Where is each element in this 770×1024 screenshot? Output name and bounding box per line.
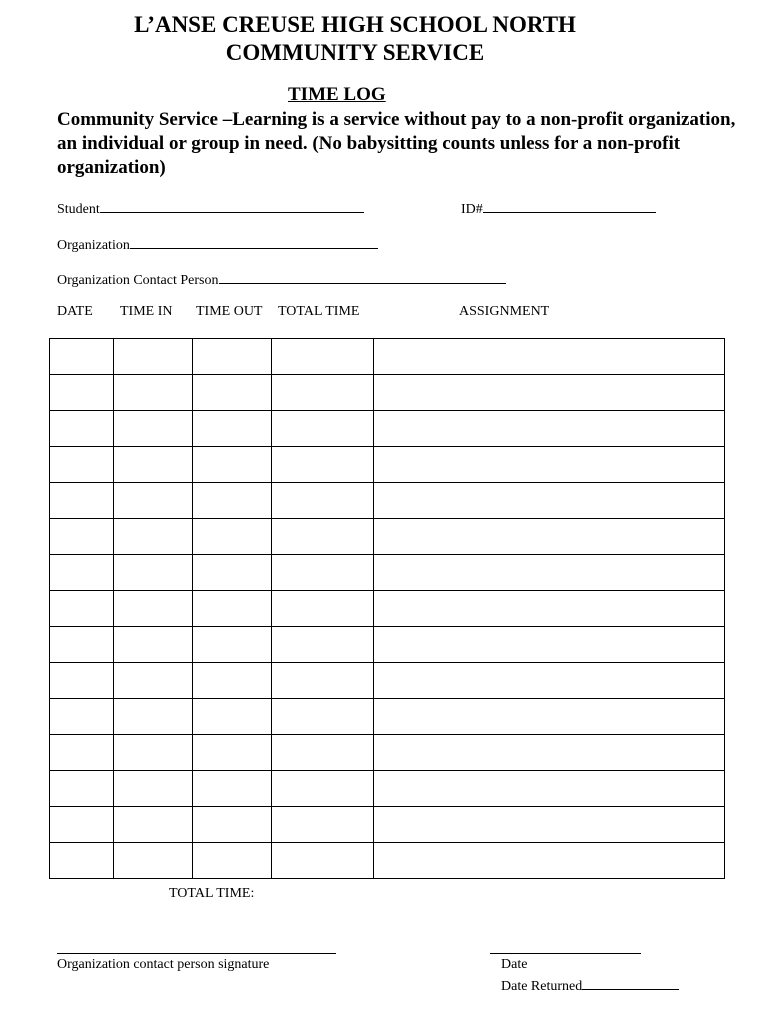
total-time-cell[interactable]	[272, 699, 374, 735]
assignment-cell[interactable]	[374, 519, 725, 555]
column-header-date: DATE	[57, 304, 93, 319]
total-time-cell[interactable]	[272, 807, 374, 843]
organization-field[interactable]	[57, 234, 378, 254]
total-time-label: TOTAL TIME:	[169, 886, 255, 901]
time-in-cell[interactable]	[114, 627, 193, 663]
table-row	[50, 627, 725, 663]
assignment-cell[interactable]	[374, 447, 725, 483]
total-time-cell[interactable]	[272, 627, 374, 663]
time-out-cell[interactable]	[193, 447, 272, 483]
time-in-cell[interactable]	[114, 663, 193, 699]
contact-field[interactable]	[57, 269, 506, 289]
table-row	[50, 519, 725, 555]
time-out-cell[interactable]	[193, 555, 272, 591]
time-out-cell[interactable]	[193, 483, 272, 519]
date-cell[interactable]	[50, 555, 114, 591]
assignment-cell[interactable]	[374, 375, 725, 411]
column-header-total-time: TOTAL TIME	[278, 304, 360, 319]
time-in-cell[interactable]	[114, 375, 193, 411]
table-row	[50, 447, 725, 483]
time-log-table	[49, 338, 725, 879]
contact-line[interactable]	[219, 269, 506, 284]
date-cell[interactable]	[50, 591, 114, 627]
total-time-cell[interactable]	[272, 483, 374, 519]
time-in-cell[interactable]	[114, 519, 193, 555]
student-field[interactable]	[57, 198, 364, 218]
table-row	[50, 699, 725, 735]
organization-label: Organization	[57, 238, 130, 253]
time-in-cell[interactable]	[114, 339, 193, 375]
date-cell[interactable]	[50, 411, 114, 447]
document-title: COMMUNITY SERVICE	[225, 40, 485, 65]
table-row	[50, 807, 725, 843]
time-out-cell[interactable]	[193, 663, 272, 699]
time-out-cell[interactable]	[193, 591, 272, 627]
date-cell[interactable]	[50, 843, 114, 879]
time-in-cell[interactable]	[114, 843, 193, 879]
table-row	[50, 663, 725, 699]
total-time-cell[interactable]	[272, 519, 374, 555]
date-returned-field[interactable]	[501, 975, 679, 995]
time-in-cell[interactable]	[114, 699, 193, 735]
table-row	[50, 339, 725, 375]
total-time-cell[interactable]	[272, 411, 374, 447]
assignment-cell[interactable]	[374, 807, 725, 843]
date-cell[interactable]	[50, 771, 114, 807]
assignment-cell[interactable]	[374, 411, 725, 447]
column-header-time-in: TIME IN	[120, 304, 173, 319]
id-line[interactable]	[483, 198, 656, 213]
definition-text: Community Service –Learning is a service without pay to a non-profit organization, an individual or group in need. (No babysitting counts unless for a non-profit organization)	[57, 109, 736, 178]
date-cell[interactable]	[50, 483, 114, 519]
time-out-cell[interactable]	[193, 627, 272, 663]
date-cell[interactable]	[50, 375, 114, 411]
date-returned-line[interactable]	[582, 975, 679, 990]
date-label: Date	[501, 957, 528, 972]
table-row	[50, 555, 725, 591]
total-time-cell[interactable]	[272, 771, 374, 807]
signature-line[interactable]	[57, 953, 336, 954]
total-time-cell[interactable]	[272, 375, 374, 411]
time-out-cell[interactable]	[193, 375, 272, 411]
time-in-cell[interactable]	[114, 807, 193, 843]
total-time-cell[interactable]	[272, 735, 374, 771]
date-cell[interactable]	[50, 447, 114, 483]
time-out-cell[interactable]	[193, 771, 272, 807]
time-in-cell[interactable]	[114, 591, 193, 627]
date-cell[interactable]	[50, 735, 114, 771]
assignment-cell[interactable]	[374, 627, 725, 663]
time-in-cell[interactable]	[114, 483, 193, 519]
assignment-cell[interactable]	[374, 339, 725, 375]
total-time-cell[interactable]	[272, 555, 374, 591]
organization-line[interactable]	[130, 234, 378, 249]
time-out-cell[interactable]	[193, 735, 272, 771]
id-label: ID#	[461, 202, 483, 217]
assignment-cell[interactable]	[374, 699, 725, 735]
time-in-cell[interactable]	[114, 447, 193, 483]
table-row	[50, 483, 725, 519]
total-time-cell[interactable]	[272, 663, 374, 699]
date-cell[interactable]	[50, 627, 114, 663]
date-cell[interactable]	[50, 807, 114, 843]
assignment-cell[interactable]	[374, 483, 725, 519]
time-out-cell[interactable]	[193, 519, 272, 555]
assignment-cell[interactable]	[374, 555, 725, 591]
total-time-cell[interactable]	[272, 591, 374, 627]
table-row	[50, 375, 725, 411]
table-row	[50, 411, 725, 447]
date-line[interactable]	[490, 953, 641, 954]
date-cell[interactable]	[50, 519, 114, 555]
time-in-cell[interactable]	[114, 411, 193, 447]
table-row	[50, 843, 725, 879]
table-row	[50, 591, 725, 627]
date-returned-label: Date Returned	[501, 979, 583, 994]
assignment-cell[interactable]	[374, 771, 725, 807]
assignment-cell[interactable]	[374, 735, 725, 771]
time-in-cell[interactable]	[114, 771, 193, 807]
date-cell[interactable]	[50, 339, 114, 375]
table-row	[50, 735, 725, 771]
assignment-cell[interactable]	[374, 591, 725, 627]
column-header-time-out: TIME OUT	[196, 304, 263, 319]
time-out-cell[interactable]	[193, 699, 272, 735]
student-label: Student	[57, 202, 100, 217]
signature-label: Organization contact person signature	[57, 957, 270, 972]
date-cell[interactable]	[50, 663, 114, 699]
assignment-cell[interactable]	[374, 843, 725, 879]
contact-label: Organization Contact Person	[57, 273, 219, 288]
total-time-cell[interactable]	[272, 339, 374, 375]
time-log-body	[50, 339, 725, 879]
table-row	[50, 771, 725, 807]
school-name: L’ANSE CREUSE HIGH SCHOOL NORTH	[134, 12, 576, 37]
time-out-cell[interactable]	[193, 411, 272, 447]
assignment-cell[interactable]	[374, 663, 725, 699]
time-out-cell[interactable]	[193, 843, 272, 879]
total-time-cell[interactable]	[272, 447, 374, 483]
date-cell[interactable]	[50, 699, 114, 735]
time-in-cell[interactable]	[114, 735, 193, 771]
total-time-cell[interactable]	[272, 843, 374, 879]
column-header-assignment: ASSIGNMENT	[459, 304, 550, 319]
time-log-heading: TIME LOG	[288, 84, 386, 105]
time-out-cell[interactable]	[193, 807, 272, 843]
time-in-cell[interactable]	[114, 555, 193, 591]
id-field[interactable]	[461, 198, 656, 218]
time-out-cell[interactable]	[193, 339, 272, 375]
student-line[interactable]	[100, 198, 364, 213]
